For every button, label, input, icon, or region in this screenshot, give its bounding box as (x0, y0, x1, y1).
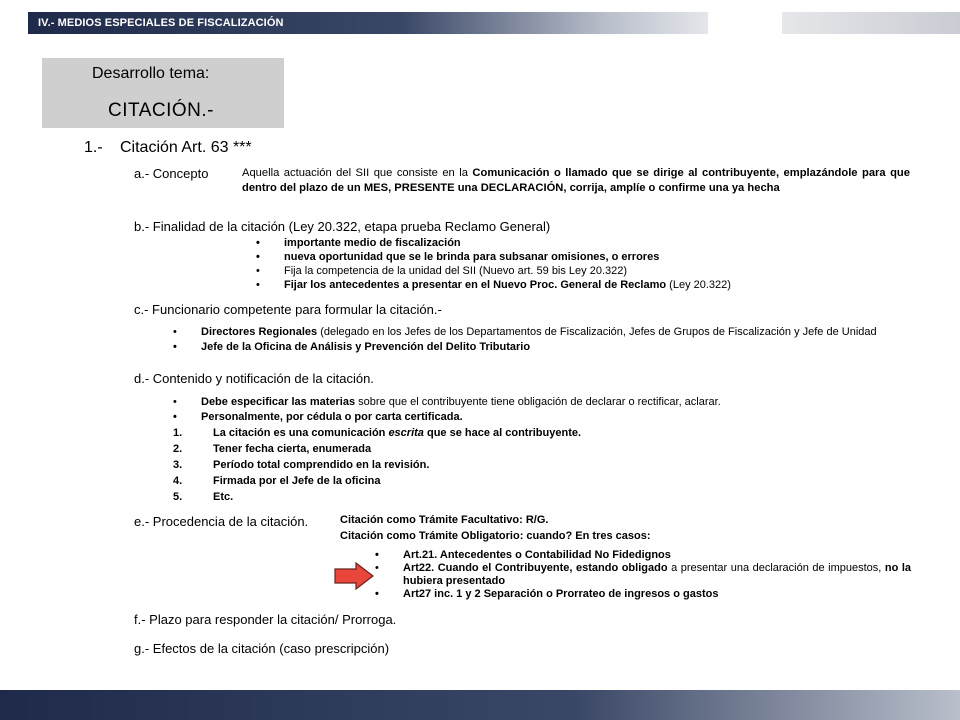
list-item-bold: no la hubiera presentado (403, 562, 911, 587)
list-item: • importante medio de fiscalización (256, 236, 912, 250)
list-item-bold: Directores Regionales (201, 326, 318, 338)
list-item-bold: Art22. Cuando el Contribuyente, estando obligado (403, 562, 668, 574)
list-item (173, 325, 911, 339)
list-item-text: sobre que el contribuyente tiene obligación de declarar o rectificar, aclarar. (355, 396, 721, 408)
list-item: • nueva oportunidad que se le brinda para subsanar omisiones, o errores (256, 250, 912, 264)
item-number: 5. (173, 491, 183, 503)
list-item: • Art27 inc. 1 y 2 Separación o Prorrateo de ingresos o gastos (375, 588, 911, 601)
list-item (173, 395, 913, 409)
item-number: 2. (173, 443, 183, 455)
item-text: que se hace al contribuyente. (423, 427, 582, 439)
numbered-item (173, 489, 873, 505)
item-text-em: escrita (388, 427, 424, 439)
numbered-item (173, 441, 873, 457)
footer-bar (0, 690, 960, 720)
list-item-bold: Fijar los antecedentes a presentar en el Nuevo Proc. General de Reclamo (284, 279, 667, 291)
list-item: • Art.21. Antecedentes o Contabilidad No Fidedignos (375, 549, 911, 562)
item-number: 1. (173, 427, 183, 439)
list-item-text: a presentar una declaración de impuestos, (667, 562, 885, 574)
facultative-text: Citación como Trámite Facultativo: R/G. (340, 514, 549, 526)
requirements-list (173, 425, 873, 505)
mandatory-text: Citación como Trámite Obligatorio: cuando? En tres casos: (340, 530, 651, 542)
section-c-label: c.- Funcionario competente para formular la citación.- (134, 302, 442, 317)
list-item-text: (Ley 20.322) (666, 279, 731, 291)
list-item (375, 562, 911, 588)
item-text: Período total comprendido en la revisión. (213, 459, 430, 471)
purpose-list (256, 236, 912, 292)
item-text: La citación es una comunicación (213, 427, 389, 439)
concept-definition (242, 166, 910, 196)
header-title: IV.- MEDIOS ESPECIALES DE FISCALIZACIÓN (38, 17, 284, 29)
officials-list (173, 325, 911, 354)
section-a-label: a.- Concepto (134, 166, 209, 181)
content-list (173, 395, 913, 424)
numbered-item (173, 473, 873, 489)
section-heading (84, 139, 252, 157)
section-e-label: e.- Procedencia de la citación. (134, 514, 309, 529)
list-item: • Fija la competencia de la unidad del SII (Nuevo art. 59 bis Ley 20.322) (256, 264, 912, 278)
item-number: 4. (173, 475, 183, 487)
title-main: CITACIÓN.- (108, 100, 214, 121)
cases-list (375, 549, 911, 601)
numbered-item (173, 457, 873, 473)
list-item-text: (delegado en los Jefes de los Departamentos de Fiscalización, Jefes de Grupos de Fiscalización y Jefe de Unidad (317, 326, 877, 338)
list-item: • Jefe de la Oficina de Análisis y Prevención del Delito Tributario (173, 340, 911, 354)
numbered-item (173, 425, 873, 441)
section-b-label: b.- Finalidad de la citación (Ley 20.322, etapa prueba Reclamo General) (134, 219, 551, 234)
concept-text: Aquella actuación del SII que consiste en la (242, 167, 473, 179)
section-g-label: g.- Efectos de la citación (caso prescripción) (134, 641, 390, 656)
arrow-right-icon (334, 562, 374, 590)
item-number: 3. (173, 459, 183, 471)
item-text: Etc. (213, 491, 234, 503)
title-subtitle: Desarrollo tema: (92, 65, 210, 82)
list-item: • Personalmente, por cédula o por carta certificada. (173, 410, 913, 424)
item-text: Firmada por el Jefe de la oficina (213, 475, 381, 487)
list-item-bold: Debe especificar las materias (201, 396, 356, 408)
header-bar-right (782, 12, 960, 34)
item-text: Tener fecha cierta, enumerada (213, 443, 372, 455)
section-f-label: f.- Plazo para responder la citación/ Prorroga. (134, 612, 397, 627)
section-d-label: d.- Contenido y notificación de la citación. (134, 371, 374, 386)
concept-text-bold: Comunicación o llamado que se dirige al contribuyente, emplazándole para que dentro del plazo de un MES, PRESENTE una DECLARACIÓN, corrija, amplíe o confirme una ya hecha (242, 167, 910, 194)
section-number: 1.- (84, 139, 103, 156)
list-item (256, 278, 912, 292)
section-heading-text: Citación Art. 63 *** (120, 139, 252, 156)
